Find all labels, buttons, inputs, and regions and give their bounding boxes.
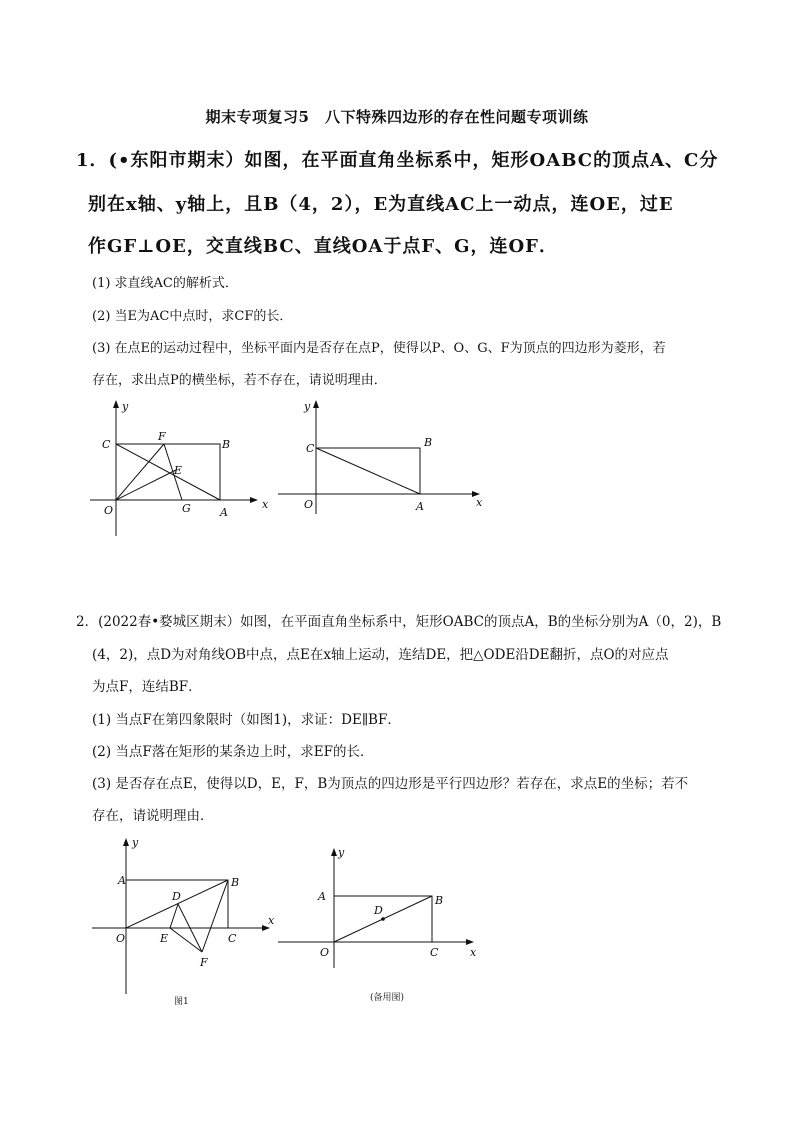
q2f2-label-D: D <box>374 904 383 917</box>
q1f1-label-B: B <box>222 438 231 451</box>
q1f1-label-F: F <box>158 430 166 443</box>
q2f2-caption: (备用图) <box>370 993 405 1003</box>
q1f2-label-x: x <box>476 496 483 509</box>
q1f1-label-C: C <box>102 438 111 451</box>
q2f1-label-x: x <box>268 914 275 927</box>
q2f2-point-D <box>381 917 385 921</box>
q1f1-label-y: y <box>122 400 129 413</box>
q1-part3-cont: 存在，求出点P的横坐标，若不存在，请说明理由． <box>92 373 387 388</box>
q2-part3-cont: 存在，请说明理由． <box>92 808 214 824</box>
q1-figure-1 <box>86 396 276 546</box>
q2-part1: (1) 当点F在第四象限时（如图1)，求证：DE∥BF． <box>92 712 401 728</box>
q1f2-label-O: O <box>304 498 314 511</box>
q2f1-label-O: O <box>116 932 126 945</box>
q1f1-label-O: O <box>104 504 114 517</box>
q2f1-label-F: F <box>200 956 208 969</box>
q1f1-label-x: x <box>262 498 269 511</box>
q2f2-label-C: C <box>430 946 439 959</box>
q2-stem-line2: (4，2)，点D为对角线OB中点，点E在x轴上运动，连结DE，把△ODE沿DE翻折，点O的对应点 <box>92 647 669 663</box>
q1f1-label-G: G <box>182 502 191 515</box>
q2f2-label-y: y <box>338 846 345 859</box>
q2-stem-line1: 2．(2022春•婺城区期末）如图，在平面直角坐标系中，矩形OABC的顶点A，B的坐标分别为A（0，2)，B <box>76 614 722 630</box>
q2-figure-2 <box>272 846 482 1010</box>
q2f1-label-E: E <box>160 932 169 945</box>
q1-stem-line1: 1．(•东阳市期末）如图，在平面直角坐标系中，矩形OABC的顶点A、C分 <box>76 150 719 171</box>
q2-part2: (2) 当点F落在矩形的某条边上时，求EF的长． <box>92 744 374 760</box>
q1f1-label-A: A <box>220 506 228 519</box>
q2f2-label-A: A <box>318 890 326 903</box>
q1-stem-line2: 别在x轴、y轴上，且B（4，2），E为直线AC上一动点，连OE，过E <box>88 194 674 215</box>
q1f1-label-E: E <box>174 464 183 477</box>
q2f1-label-D: D <box>172 890 181 903</box>
q2-part3: (3) 是否存在点E，使得以D，E，F，B为顶点的四边形是平行四边形？若存在，求点E的坐标；若不 <box>92 776 689 792</box>
q1f2-label-A: A <box>416 500 424 513</box>
q2f2-label-O: O <box>320 946 330 959</box>
q1f2-label-C: C <box>306 442 315 455</box>
q2f2-label-x: x <box>470 946 477 959</box>
q2f1-label-C: C <box>228 932 237 945</box>
q1-part3: (3) 在点E的运动过程中，坐标平面内是否存在点P，使得以P、O、G、F为顶点的四边形为菱形，若 <box>92 341 666 356</box>
q2-stem-line3: 为点F，连结BF． <box>92 679 202 695</box>
q2f1-label-B: B <box>231 876 240 889</box>
q1f2-label-B: B <box>424 436 433 449</box>
q1-figure-2 <box>270 394 490 524</box>
q1f2-label-y: y <box>304 400 311 413</box>
q2f1-label-A: A <box>118 874 126 887</box>
q1-part1: (1) 求直线AC的解析式． <box>92 276 238 291</box>
q2f2-label-B: B <box>435 894 444 907</box>
q1-part2: (2) 当E为AC中点时，求CF的长． <box>92 309 293 324</box>
q2f1-caption: 图1 <box>174 997 189 1007</box>
q1-stem-line3: 作GF⊥OE，交直线BC、直线OA于点F、G，连OF． <box>88 236 558 257</box>
q2f1-label-y: y <box>132 836 139 849</box>
q2-figure-1 <box>84 834 284 1024</box>
page-title: 期末专项复习5 八下特殊四边形的存在性问题专项训练 <box>205 108 589 126</box>
